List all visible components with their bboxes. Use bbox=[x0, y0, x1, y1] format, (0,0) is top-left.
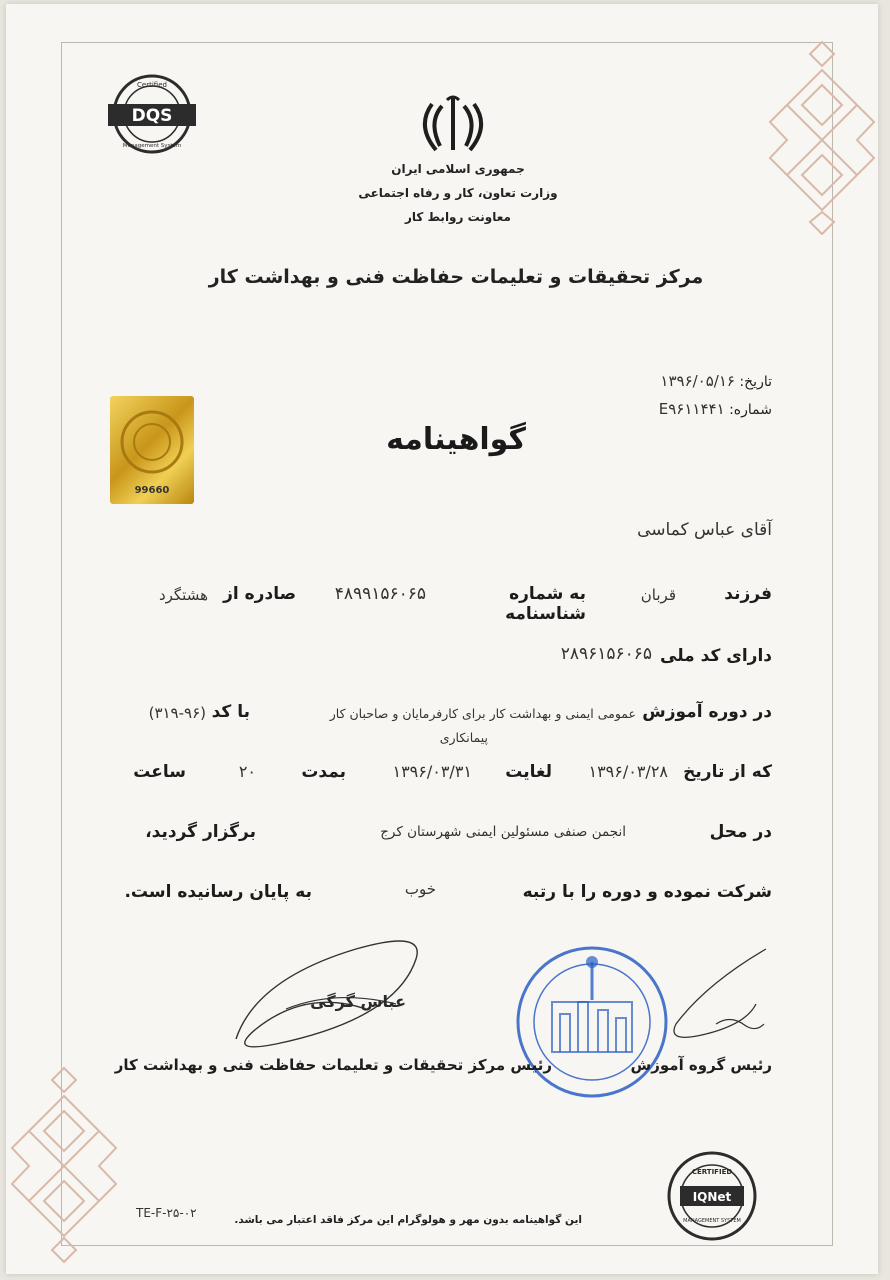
from-date: ۱۳۹۶/۰۳/۲۸ bbox=[588, 762, 668, 781]
place-label: در محل bbox=[709, 822, 772, 842]
hologram-sticker bbox=[110, 396, 194, 504]
duration-value: ۲۰ bbox=[238, 762, 256, 781]
form-code: TE-F-۲۵-۰۲ bbox=[136, 1206, 197, 1220]
to-date: ۱۳۹۶/۰۳/۳۱ bbox=[392, 762, 472, 781]
child-label: فرزند bbox=[724, 584, 772, 604]
certificate-title: گواهینامه bbox=[386, 422, 526, 457]
hologram-emblem-icon bbox=[110, 402, 194, 482]
hours-label: ساعت bbox=[133, 762, 186, 782]
date-label: تاریخ: bbox=[739, 374, 772, 390]
iqnet-certified-logo bbox=[666, 1150, 758, 1242]
right-signer-title: رئیس گروه آموزش bbox=[630, 1056, 772, 1074]
national-code-label: دارای کد ملی bbox=[660, 646, 772, 666]
svg-text:Certified: Certified bbox=[137, 81, 167, 89]
code-value: (۳۱۹-۹۶) bbox=[148, 704, 206, 722]
place-value: انجمن صنفی مسئولین ایمنی شهرستان کرج bbox=[380, 824, 626, 840]
svg-text:IQNet: IQNet bbox=[692, 1190, 732, 1204]
number-value: E۹۶۱۱۴۴۱ bbox=[658, 400, 725, 418]
iran-emblem-icon bbox=[418, 92, 488, 158]
person-name: آقای عباس کماسی bbox=[637, 520, 772, 540]
id-number: ۴۸۹۹۱۵۶۰۶۵ bbox=[334, 584, 426, 604]
number-label: شماره: bbox=[729, 402, 772, 418]
issued-label: صادره از bbox=[223, 584, 296, 604]
svg-text:CERTIFIED: CERTIFIED bbox=[691, 1168, 733, 1176]
father-name: قربان bbox=[640, 586, 676, 604]
hologram-number: 99660 bbox=[134, 485, 170, 496]
center-title: مرکز تحقیقات و تعلیمات حفاظت فنی و بهداشت کار bbox=[208, 266, 704, 288]
course-name-line-1: عمومی ایمنی و بهداشت کار برای کارفرمایان و صاحبان کار bbox=[329, 706, 636, 721]
number-line bbox=[592, 400, 772, 418]
id-label: به شماره شناسنامه bbox=[505, 584, 586, 624]
duration-label: بمدت bbox=[301, 762, 346, 782]
header-ministry: وزارت تعاون، کار و رفاه اجتماعی bbox=[358, 186, 558, 200]
geometric-ornament-bottom bbox=[6, 1066, 126, 1266]
official-stamp bbox=[512, 942, 672, 1102]
certificate-paper bbox=[6, 4, 878, 1274]
held-label: برگزار گردید، bbox=[145, 822, 256, 842]
national-code-value: ۲۸۹۶۱۵۶۰۶۵ bbox=[560, 644, 652, 664]
participate-label: شرکت نموده و دوره را با رتبه bbox=[522, 882, 772, 902]
svg-text:DQS: DQS bbox=[131, 106, 173, 126]
signature-left bbox=[216, 919, 446, 1059]
validity-note: این گواهینامه بدون مهر و هولوگرام این مرکز فاقد اعتبار می باشد. bbox=[234, 1214, 582, 1226]
course-label: در دوره آموزش bbox=[642, 702, 772, 722]
code-label: با کد bbox=[211, 702, 250, 722]
signer-name: عباس گرگی bbox=[310, 992, 406, 1011]
from-label: که از تاریخ bbox=[683, 762, 772, 782]
svg-text:Management System: Management System bbox=[122, 143, 182, 149]
header-country: جمهوری اسلامی ایران bbox=[391, 162, 525, 176]
svg-text:MANAGEMENT SYSTEM: MANAGEMENT SYSTEM bbox=[683, 1218, 741, 1224]
dqs-certified-logo bbox=[102, 70, 202, 156]
date-line bbox=[592, 372, 772, 390]
geometric-ornament-top bbox=[762, 40, 882, 235]
rank-value: خوب bbox=[404, 880, 436, 898]
course-name-line-2: پیمانکاری bbox=[439, 730, 488, 745]
date-value: ۱۳۹۶/۰۵/۱۶ bbox=[660, 372, 735, 390]
header-deputy: معاونت روابط کار bbox=[405, 210, 511, 224]
issued-place: هشتگرد bbox=[158, 586, 208, 604]
left-signer-title: رئیس مرکز تحقیقات و تعلیمات حفاظت فنی و بهداشت کار bbox=[114, 1056, 552, 1074]
finish-label: به پایان رسانیده است. bbox=[124, 882, 312, 902]
to-label: لغایت bbox=[505, 762, 552, 782]
